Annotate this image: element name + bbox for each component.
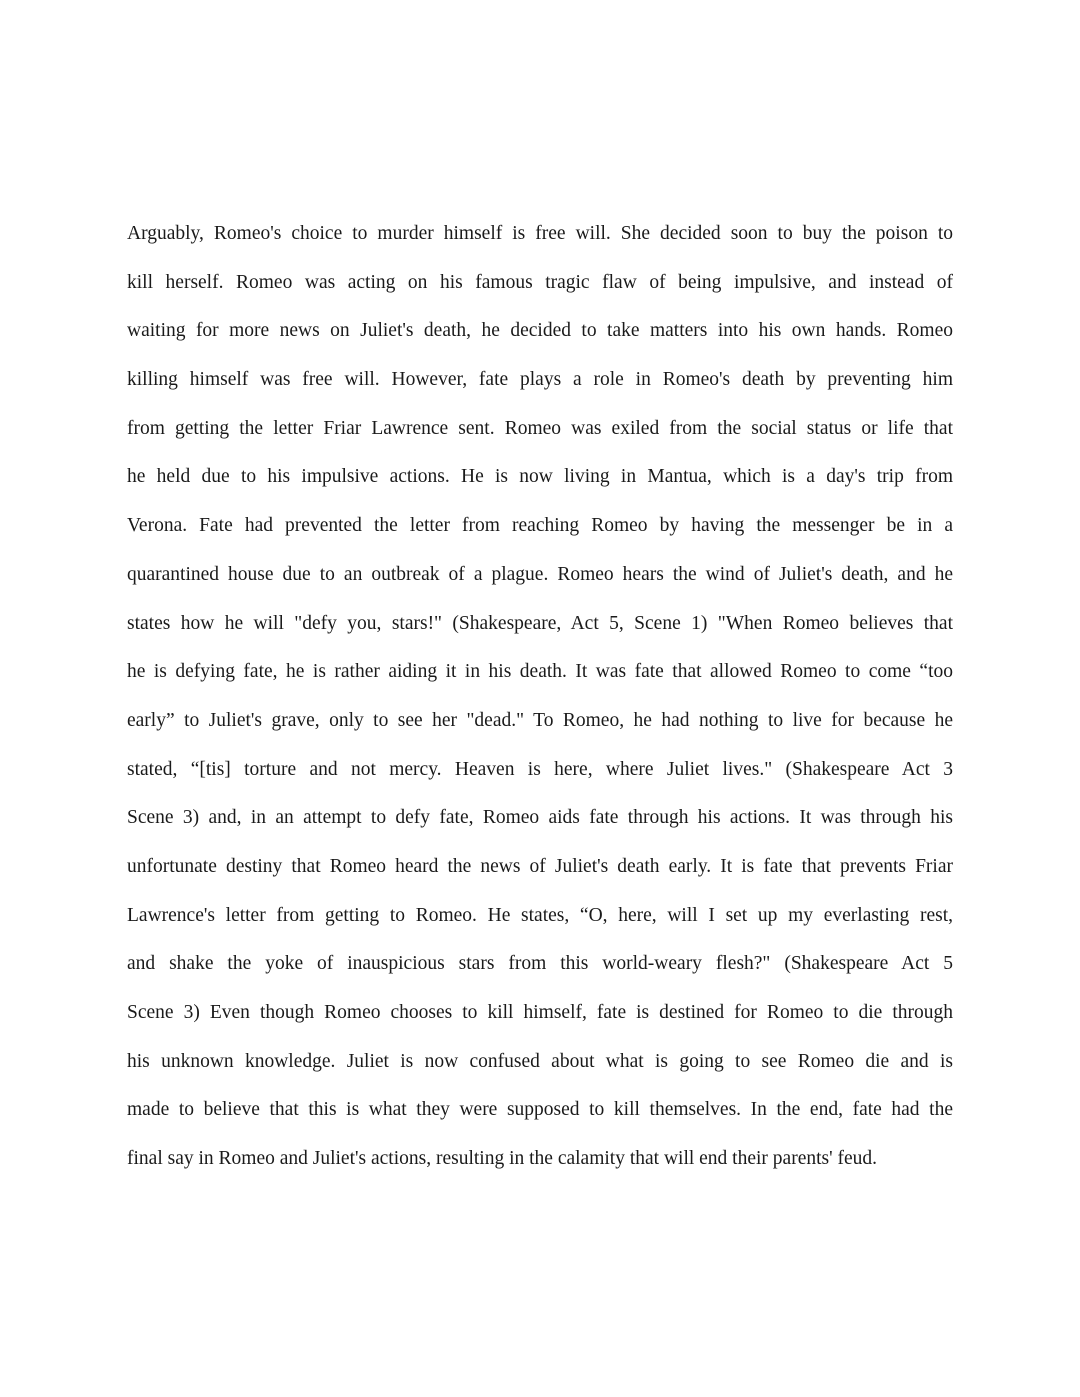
paragraph-line: killing himself was free will. However, fate plays a role in Romeo's death by preventing him [127, 369, 953, 391]
paragraph-line: unfortunate destiny that Romeo heard the news of Juliet's death early. It is fate that prevents Friar [127, 855, 953, 877]
paragraph-line: from getting the letter Friar Lawrence sent. Romeo was exiled from the social status or life that [127, 417, 953, 439]
paragraph-line: kill herself. Romeo was acting on his famous tragic flaw of being impulsive, and instead of [127, 271, 953, 293]
paragraph-line: his unknown knowledge. Juliet is now confused about what is going to see Romeo die and is [127, 1050, 953, 1072]
paragraph-line: Scene 3) and, in an attempt to defy fate, Romeo aids fate through his actions. It was through his [127, 807, 953, 829]
paragraph-line: made to believe that this is what they were supposed to kill themselves. In the end, fate had the [127, 1099, 953, 1121]
paragraph-line: Arguably, Romeo's choice to murder himself is free will. She decided soon to buy the poison to [127, 223, 953, 244]
paragraph-line: states how he will "defy you, stars!" (Shakespeare, Act 5, Scene 1) "When Romeo believes that [127, 612, 953, 634]
paragraph-line: he held due to his impulsive actions. He is now living in Mantua, which is a day's trip from [127, 466, 953, 488]
paragraph-line: Scene 3) Even though Romeo chooses to kill himself, fate is destined for Romeo to die through [127, 1002, 953, 1023]
paragraph-line: Verona. Fate had prevented the letter from reaching Romeo by having the messenger be in a [127, 515, 953, 537]
essay-paragraph [127, 212, 953, 1186]
paragraph-line: stated, “[tis] torture and not mercy. Heaven is here, where Juliet lives." (Shakespeare Act 3 [127, 758, 953, 780]
paragraph-line: quarantined house due to an outbreak of a plague. Romeo hears the wind of Juliet's death, and he [127, 563, 953, 585]
paragraph-line: waiting for more news on Juliet's death, he decided to take matters into his own hands. Romeo [127, 320, 953, 342]
paragraph-line: early” to Juliet's grave, only to see her "dead." To Romeo, he had nothing to live for because he [127, 709, 953, 731]
paragraph-line: Lawrence's letter from getting to Romeo. He states, “O, here, will I set up my everlasting rest, [127, 904, 953, 926]
paragraph-line: final say in Romeo and Juliet's actions, resulting in the calamity that will end their parents' feud. [127, 1148, 878, 1170]
paragraph-line: and shake the yoke of inauspicious stars from this world-weary flesh?" (Shakespeare Act 5 [127, 953, 953, 975]
paragraph-line: he is defying fate, he is rather aiding it in his death. It was fate that allowed Romeo to come “too [127, 661, 953, 683]
